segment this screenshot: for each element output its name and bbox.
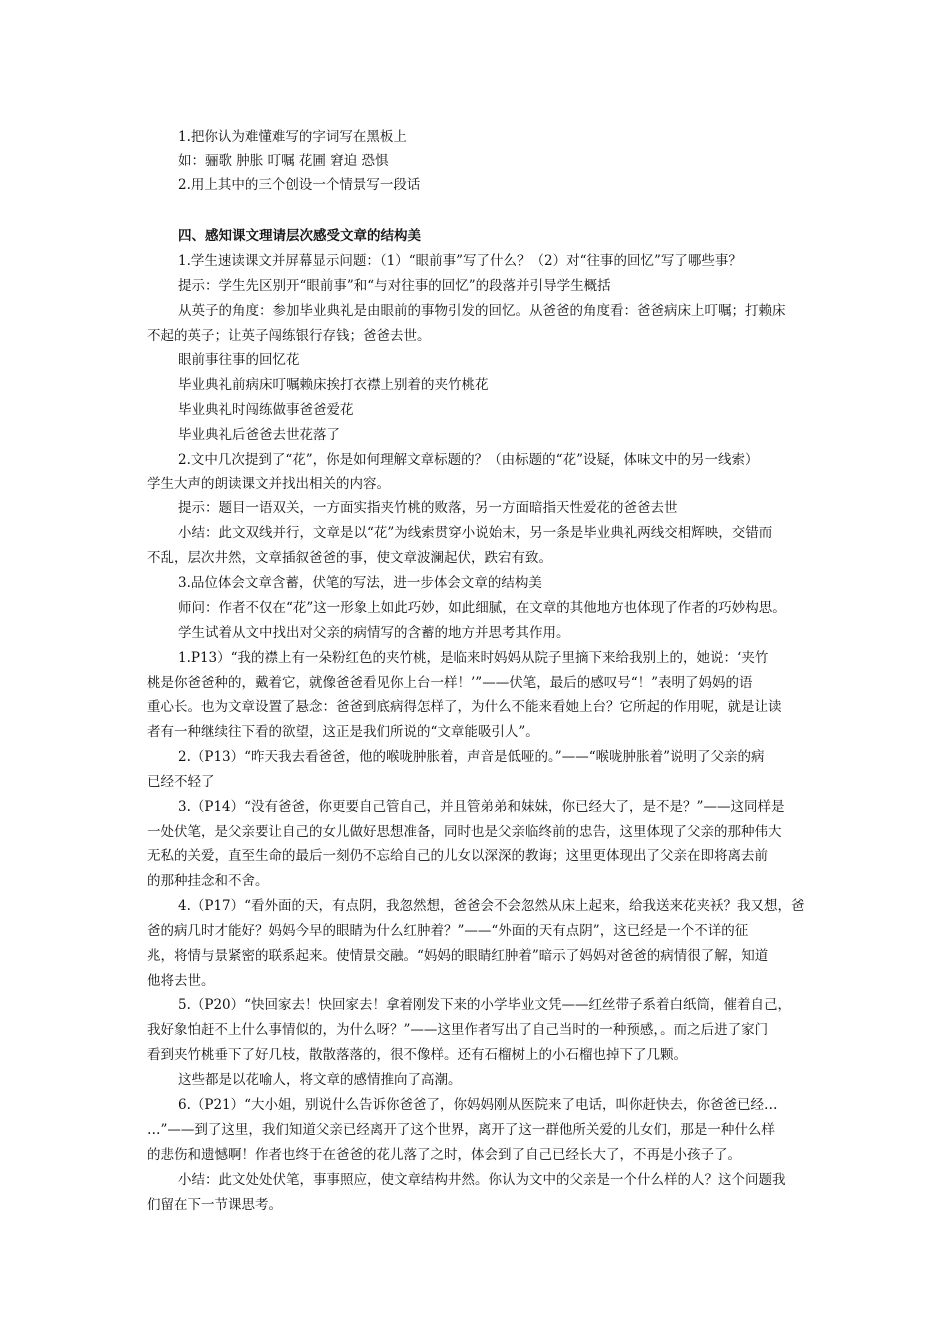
text-line: 1.把你认为难懂难写的字词写在黑板上 <box>178 129 407 145</box>
text-line: 1.P13）“我的襟上有一朵粉红色的夹竹桃，是临来时妈妈从院子里摘下来给我别上的，她说：‘夹竹 <box>178 650 769 666</box>
text-line: 已经不轻了 <box>147 774 215 790</box>
text-line: 6.（P21）“大小姐，别说什么告诉你爸爸了，你妈妈刚从医院来了电话，叫你赶快去，你爸爸已经… <box>178 1097 778 1113</box>
text-line: 师问：作者不仅在“花”这一形象上如此巧妙，如此细腻，在文章的其他地方也体现了作者的巧妙构思。 <box>178 600 786 616</box>
text-line: 3.（P14）“没有爸爸，你更要自己管自己，并且管弟弟和妹妹，你已经大了，是不是？”——这同样是 <box>178 799 785 815</box>
text-line: 我好象怕赶不上什么事情似的，为什么呀？”——这里作者写出了自己当时的一种预感，。而之后进了家门 <box>147 1022 769 1038</box>
text-line: 学生大声的朗读课文并找出相关的内容。 <box>147 476 390 492</box>
text-line: 一处伏笔，是父亲要让自己的女儿做好思想准备，同时也是父亲临终前的忠告，这里体现了父亲的那种伟大 <box>147 824 782 840</box>
text-line: 1.学生速读课文并屏幕显示问题：（1）“眼前事”写了什么？（2）对“往事的回忆”写了哪些事？ <box>178 253 742 269</box>
text-line: 这些都是以花喻人，将文章的感情推向了高潮。 <box>178 1072 462 1088</box>
text-line: 小结：此文双线并行，文章是以“花”为线索贯穿小说始末，另一条是毕业典礼两线交相辉映，交错而 <box>178 525 773 541</box>
text-line: 他将去世。 <box>147 973 215 989</box>
text-line: 不起的英子；让英子闯练银行存钱；爸爸去世。 <box>147 328 431 344</box>
text-line: 学生试着从文中找出对父亲的病情写的含蓄的地方并思考其作用。 <box>178 625 570 641</box>
text-line: 兆，将情与景紧密的联系起来。使情景交融。“妈妈的眼睛红肿着”暗示了妈妈对爸爸的病情很了解，知道 <box>147 948 769 964</box>
text-line: 2.文中几次提到了“花”，你是如何理解文章标题的？（由标题的“花”设疑，体味文中的另一线索） <box>178 452 759 468</box>
text-line: 的那种挂念和不舍。 <box>147 873 269 889</box>
text-line: 毕业典礼前病床叮嘱赖床挨打衣襟上别着的夹竹桃花 <box>178 377 489 393</box>
text-line: 看到夹竹桃垂下了好几枝，散散落落的，很不像样。还有石榴树上的小石榴也掉下了几颗。 <box>147 1047 687 1063</box>
text-line: 爸的病几时才能好？妈妈今早的眼睛为什么红肿着？”——“外面的天有点阴”，这已经是一个不详的征 <box>147 923 749 939</box>
text-line: 2.用上其中的三个创设一个情景写一段话 <box>178 177 421 193</box>
text-line: 们留在下一节课思考。 <box>147 1197 282 1213</box>
text-line: …”——到了这里，我们知道父亲已经离开了这个世界，离开了这一群他所关爱的儿女们，那是一种什么样 <box>147 1122 775 1138</box>
text-line: 毕业典礼时闯练做事爸爸爱花 <box>178 402 354 418</box>
text-line: 的悲伤和遗憾啊！作者也终于在爸爸的花儿落了之时，体会到了自己已经长大了，不再是小孩子了。 <box>147 1147 741 1163</box>
text-line: 无私的关爱，直至生命的最后一刻仍不忘给自己的儿女以深深的教诲；这里更体现出了父亲在即将离去前 <box>147 848 768 864</box>
text-line: 重心长。也为文章设置了悬念：爸爸到底病得怎样了，为什么不能来看她上台？它所起的作用呢，就是让读 <box>147 699 782 715</box>
text-line: 3.品位体会文章含蓄，伏笔的写法，进一步体会文章的结构美 <box>178 575 542 591</box>
text-line: 如：骊歌 肿胀 叮嘱 花圃 窘迫 恐惧 <box>178 153 389 169</box>
text-line: 5.（P20）“快回家去！快回家去！拿着刚发下来的小学毕业文凭——红丝带子系着白纸筒，催着自己， <box>178 997 792 1013</box>
text-line: 4.（P17）“看外面的天，有点阴，我忽然想，爸爸会不会忽然从床上起来，给我送来花夹袄？我又想，爸 <box>178 898 805 914</box>
text-line: 2.（P13）“昨天我去看爸爸，他的喉咙肿胀着，声音是低哑的。”——“喉咙肿胀着”说明了父亲的病 <box>178 749 765 765</box>
text-line: 从英子的角度：参加毕业典礼是由眼前的事物引发的回忆。从爸爸的角度看：爸爸病床上叮嘱；打赖床 <box>178 303 786 319</box>
text-line: 提示：题目一语双关，一方面实指夹竹桃的败落，另一方面暗指天性爱花的爸爸去世 <box>178 500 678 516</box>
text-line: 眼前事往事的回忆花 <box>178 352 300 368</box>
section-heading: 四、感知课文理请层次感受文章的结构美 <box>178 228 421 244</box>
text-line: 提示：学生先区别开“眼前事”和“与对往事的回忆”的段落并引导学生概括 <box>178 278 611 294</box>
text-line: 小结：此文处处伏笔，事事照应，使文章结构井然。你认为文中的父亲是一个什么样的人？这个问题我 <box>178 1172 786 1188</box>
text-line: 不乱，层次井然，文章插叙爸爸的事，使文章波澜起伏，跌宕有致。 <box>147 550 552 566</box>
text-line: 毕业典礼后爸爸去世花落了 <box>178 427 340 443</box>
text-line: 者有一种继续往下看的欲望，这正是我们所说的“文章能吸引人”。 <box>147 724 539 740</box>
text-line: 桃是你爸爸种的，戴着它，就像爸爸看见你上台一样！’”——伏笔，最后的感叹号“！”表明了妈妈的语 <box>147 675 753 691</box>
